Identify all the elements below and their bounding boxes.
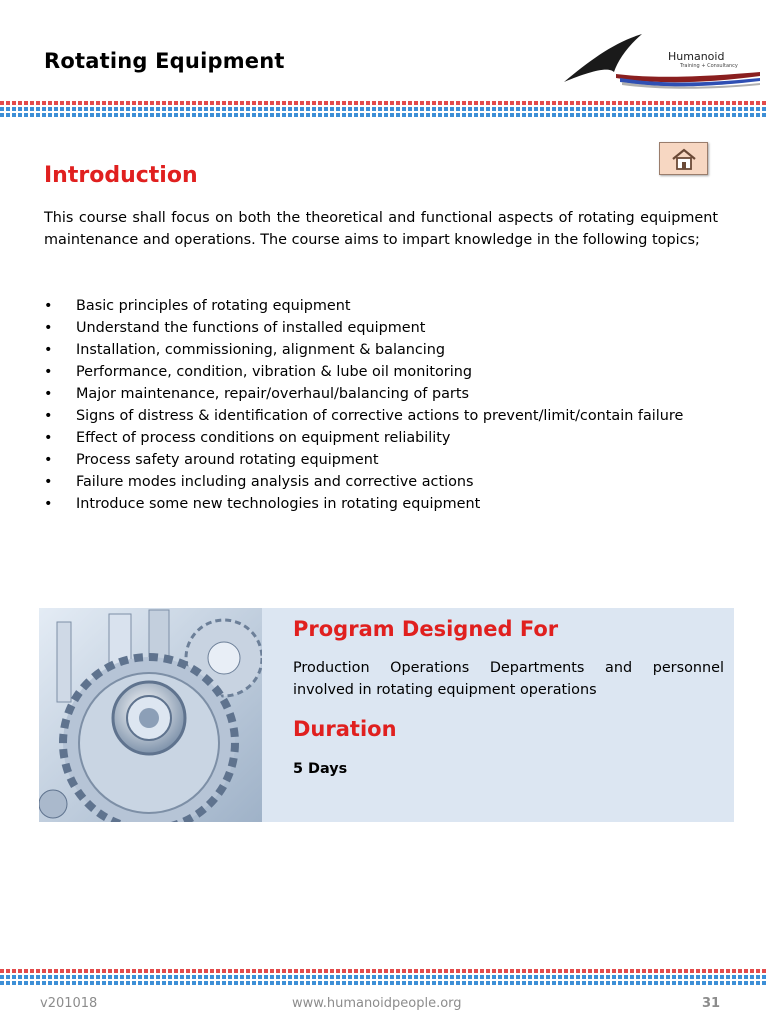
header-divider-stripe bbox=[0, 101, 768, 117]
company-logo bbox=[560, 30, 760, 90]
topic-text: Process safety around rotating equipment bbox=[76, 452, 379, 468]
logo-tagline: Training + Consultancy bbox=[680, 63, 738, 69]
topic-item bbox=[44, 405, 718, 427]
topics-list bbox=[44, 295, 718, 515]
bullet-icon: • bbox=[44, 452, 53, 468]
page-title: Rotating Equipment bbox=[44, 49, 285, 73]
topic-item bbox=[44, 471, 718, 493]
topic-item bbox=[44, 295, 718, 317]
bullet-icon: • bbox=[44, 496, 53, 512]
home-icon bbox=[670, 147, 698, 171]
duration-value: 5 Days bbox=[293, 761, 348, 777]
bullet-icon: • bbox=[44, 298, 53, 314]
home-button[interactable] bbox=[659, 142, 708, 175]
bullet-icon: • bbox=[44, 342, 53, 358]
footer-divider-stripe bbox=[0, 969, 768, 985]
bullet-icon: • bbox=[44, 364, 53, 380]
topic-item bbox=[44, 493, 718, 515]
program-info-box bbox=[39, 608, 734, 822]
topic-item bbox=[44, 383, 718, 405]
topic-text: Understand the functions of installed equipment bbox=[76, 320, 426, 336]
duration-heading: Duration bbox=[293, 717, 397, 741]
gear-machinery-image bbox=[39, 608, 262, 822]
topic-text: Failure modes including analysis and corrective actions bbox=[76, 474, 474, 490]
footer-website-link[interactable]: www.humanoidpeople.org bbox=[292, 996, 462, 1011]
footer-page-number: 31 bbox=[702, 996, 721, 1011]
topic-text: Effect of process conditions on equipment reliability bbox=[76, 430, 451, 446]
topic-item bbox=[44, 449, 718, 471]
topic-text: Signs of distress & identification of corrective actions to prevent/limit/contain failure bbox=[76, 408, 684, 424]
logo-swoosh-icon bbox=[560, 30, 760, 90]
bullet-icon: • bbox=[44, 386, 53, 402]
topic-text: Introduce some new technologies in rotating equipment bbox=[76, 496, 481, 512]
logo-name: Humanoid bbox=[668, 50, 725, 63]
program-audience-text: Production Operations Departments and personnel involved in rotating equipment operations bbox=[293, 660, 724, 698]
bullet-icon: • bbox=[44, 320, 53, 336]
bullet-icon: • bbox=[44, 474, 53, 490]
topic-item bbox=[44, 339, 718, 361]
topic-text: Installation, commissioning, alignment & balancing bbox=[76, 342, 446, 358]
program-designed-for-heading: Program Designed For bbox=[293, 617, 559, 641]
topic-item bbox=[44, 317, 718, 339]
introduction-paragraph: This course shall focus on both the theoretical and functional aspects of rotating equipment maintenance and operations. The course aims to impart knowledge in the following topics; bbox=[44, 210, 718, 248]
topic-text: Basic principles of rotating equipment bbox=[76, 298, 351, 314]
topic-item bbox=[44, 427, 718, 449]
footer-version: v201018 bbox=[40, 996, 98, 1011]
introduction-heading: Introduction bbox=[44, 163, 198, 188]
topic-text: Performance, condition, vibration & lube oil monitoring bbox=[76, 364, 472, 380]
bullet-icon: • bbox=[44, 408, 53, 424]
topic-item bbox=[44, 361, 718, 383]
bullet-icon: • bbox=[44, 430, 53, 446]
topic-text: Major maintenance, repair/overhaul/balancing of parts bbox=[76, 386, 469, 402]
